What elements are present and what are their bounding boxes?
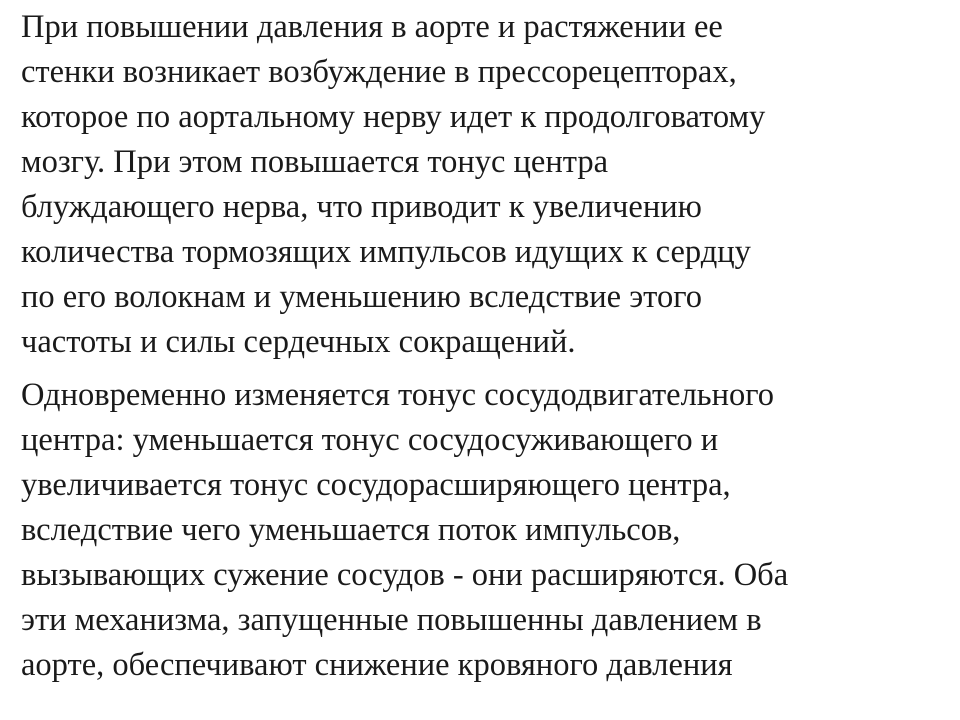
paragraph-line: аорте, обеспечивают снижение кровяного давления bbox=[21, 647, 733, 683]
paragraph-line: увеличивается тонус сосудорасширяющего центра, bbox=[21, 467, 731, 503]
paragraph-line: При повышении давления в аорте и растяжении ее bbox=[21, 9, 723, 45]
paragraph-2 bbox=[21, 373, 956, 688]
paragraph-line: которое по аортальному нерву идет к продолговатому bbox=[21, 99, 766, 135]
paragraph-1 bbox=[21, 5, 956, 365]
paragraph-line: Одновременно изменяется тонус сосудодвигательного bbox=[21, 377, 775, 413]
paragraph-line: количества тормозящих импульсов идущих к сердцу bbox=[21, 234, 751, 270]
paragraph-line: мозгу. При этом повышается тонус центра bbox=[21, 144, 609, 180]
paragraph-line: блуждающего нерва, что приводит к увеличению bbox=[21, 189, 702, 225]
paragraph-line: вызывающих сужение сосудов - они расширяются. Оба bbox=[21, 557, 789, 593]
paragraph-line: центра: уменьшается тонус сосудосуживающего и bbox=[21, 422, 719, 458]
paragraph-line: частоты и силы сердечных сокращений. bbox=[21, 324, 576, 360]
paragraph-line: стенки возникает возбуждение в прессорецепторах, bbox=[21, 54, 737, 90]
paragraph-line: вследствие чего уменьшается поток импульсов, bbox=[21, 512, 681, 548]
paragraph-line: по его волокнам и уменьшению вследствие этого bbox=[21, 279, 702, 315]
paragraph-line: эти механизма, запущенные повышенны давлением в bbox=[21, 602, 762, 638]
